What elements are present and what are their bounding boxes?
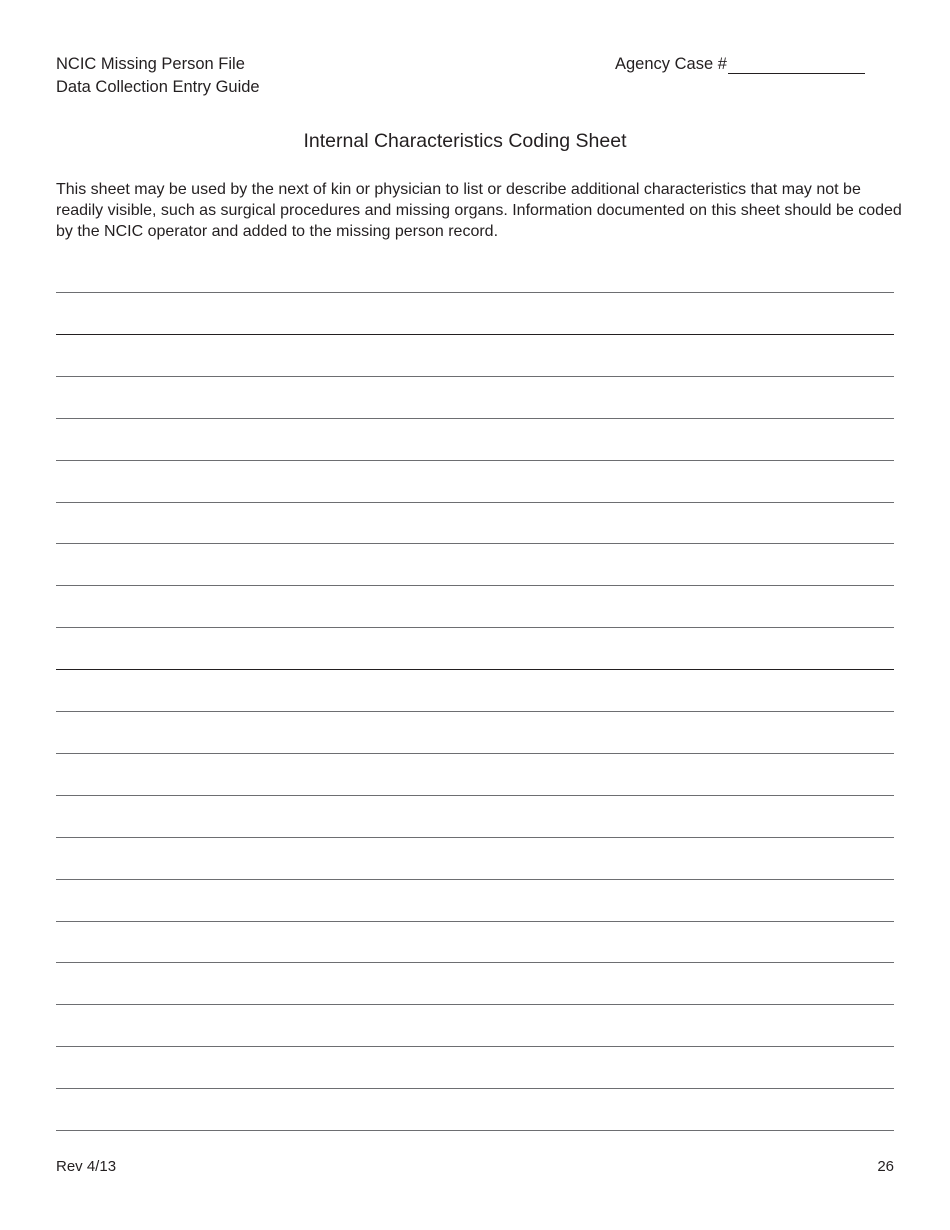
entry-line[interactable] xyxy=(56,711,894,712)
header-file-name: NCIC Missing Person File xyxy=(56,55,245,73)
entry-line[interactable] xyxy=(56,334,894,335)
entry-line[interactable] xyxy=(56,543,894,544)
entry-line[interactable] xyxy=(56,921,894,922)
entry-line[interactable] xyxy=(56,376,894,377)
entry-line[interactable] xyxy=(56,502,894,503)
entry-line[interactable] xyxy=(56,753,894,754)
agency-case-input[interactable] xyxy=(728,57,865,74)
revision-label: Rev 4/13 xyxy=(56,1158,117,1175)
entry-lines-area xyxy=(56,292,894,1132)
entry-line[interactable] xyxy=(56,837,894,838)
entry-line[interactable] xyxy=(56,460,894,461)
entry-line[interactable] xyxy=(56,1046,894,1047)
entry-line[interactable] xyxy=(56,962,894,963)
entry-line[interactable] xyxy=(56,1130,894,1131)
page-number: 26 xyxy=(877,1158,894,1175)
entry-line[interactable] xyxy=(56,1004,894,1005)
agency-case-field xyxy=(615,53,865,76)
entry-line[interactable] xyxy=(56,418,894,419)
entry-line[interactable] xyxy=(56,669,894,670)
entry-line[interactable] xyxy=(56,585,894,586)
page-title: Internal Characteristics Coding Sheet xyxy=(303,130,627,152)
entry-line[interactable] xyxy=(56,879,894,880)
entry-line[interactable] xyxy=(56,292,894,293)
document-header xyxy=(56,53,260,99)
header-guide-name: Data Collection Entry Guide xyxy=(56,78,260,96)
intro-paragraph: This sheet may be used by the next of kin or physician to list or describe additional characteristics that may not be readily visible, such as surgical procedures and missing organs. Information documented on this sheet should be coded by the NCIC operator and added to the missing person record. xyxy=(56,181,902,240)
entry-line[interactable] xyxy=(56,1088,894,1089)
entry-line[interactable] xyxy=(56,795,894,796)
entry-line[interactable] xyxy=(56,627,894,628)
agency-case-label: Agency Case # xyxy=(615,55,727,73)
